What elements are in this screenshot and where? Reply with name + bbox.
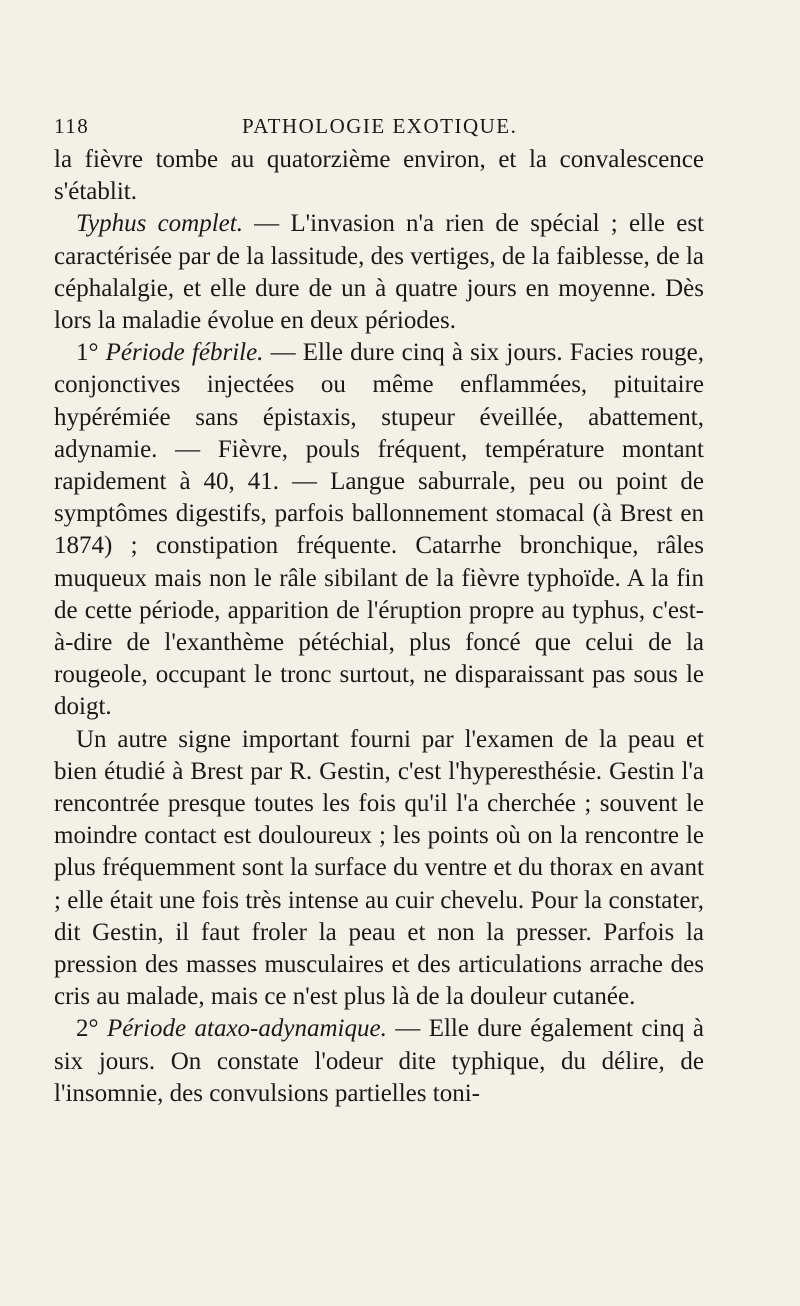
paragraph-prefix: 2°: [76, 1015, 107, 1043]
paragraph-lead: Période ataxo-adynamique.: [106, 1015, 387, 1043]
paragraph-periode-febrile: [54, 337, 704, 723]
paragraph-prefix: 1°: [76, 339, 106, 367]
paragraph-typhus-complet: [54, 208, 704, 337]
paragraph-text: — Elle dure cinq à six jours. Facies rouge, conjonctives injectées ou même enflammées, pituitaire hypérémiée sans épistaxis, stupeur éveillée, abattement, adynamie. — Fièvre, pouls fréquent, température montant rapidement à 40, 41. — Langue saburrale, peu ou point de symptômes digestifs, parfois ballonnement stomacal (à Brest en 1874) ; constipation fréquente. Catarrhe bronchique, râles muqueux mais non le râle sibilant de la fièvre typhoïde. A la fin de cette période, apparition de l'éruption propre au typhus, c'est-à-dire de l'exanthème pétéchial, plus foncé que celui de la rougeole, occupant le tronc surtout, ne disparaissant pas sous le doigt.: [54, 339, 704, 721]
page-number: 118: [54, 114, 90, 138]
paragraph-text: Un autre signe important fourni par l'examen de la peau et bien étudié à Brest par R. Gestin, c'est l'hyperesthésie. Gestin l'a rencontrée presque toutes les fois qu'il l'a cherchée ; souvent le moindre contact est douloureux ; les points où on la rencontre le plus fréquemment sont la surface du ventre et du thorax en avant ; elle était une fois très intense au cuir chevelu. Pour la constater, dit Gestin, il faut froler la peau et non la presser. Parfois la pression des masses musculaires et des articulations arrache des cris au malade, mais ce n'est plus là de la douleur cutanée.: [54, 725, 704, 1011]
running-head: [54, 108, 704, 144]
running-title: PATHOLOGIE EXOTIQUE.: [242, 114, 518, 138]
paragraph-lead: Période fébrile.: [105, 339, 264, 367]
paragraph-continuation: [54, 144, 704, 208]
paragraph-periode-ataxo-adynamique: [54, 1013, 704, 1110]
paragraph-text: la fièvre tombe au quatorzième environ, et la convalescence s'établit.: [54, 146, 704, 206]
body-text: [54, 144, 704, 1110]
paragraph-text: — L'invasion n'a rien de spécial ; elle est caractérisée par de la lassitude, des vertiges, de la faiblesse, de la céphalalgie, et elle dure de un à quatre jours en moyenne. Dès lors la maladie évolue en deux périodes.: [54, 210, 704, 335]
paragraph-hyperesthesie: [54, 724, 704, 1014]
paragraph-lead: Typhus complet.: [76, 210, 243, 238]
paragraph-text: — Elle dure également cinq à six jours. On constate l'odeur dite typhique, du délire, de l'insomnie, des convulsions partielles toni-: [54, 1015, 704, 1107]
